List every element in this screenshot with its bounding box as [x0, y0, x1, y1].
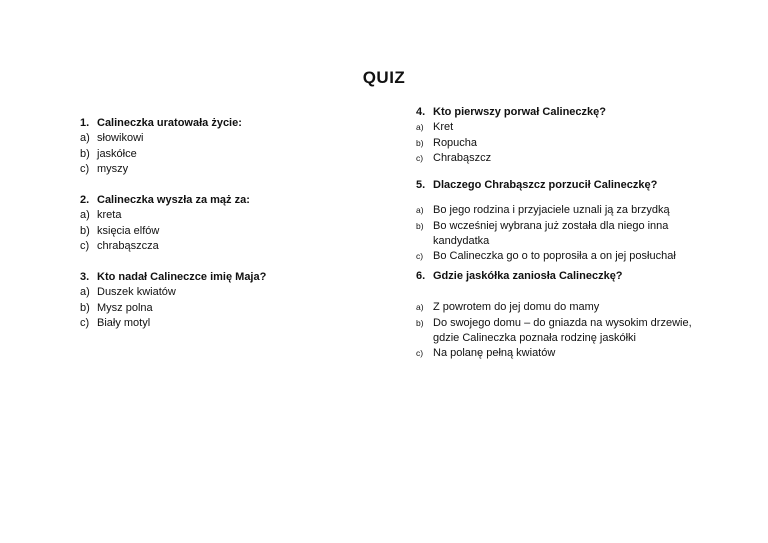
option-text: słowikowi — [97, 132, 144, 145]
option-letter: c) — [416, 152, 424, 163]
option-letter: c) — [80, 239, 90, 252]
option-text: Do swojego domu – do gniazda na wysokim drzewie, gdzie Calineczka poznała rodzinę jaskółki — [433, 316, 692, 344]
question-5 — [416, 178, 716, 264]
option-text: Duszek kwiatów — [97, 286, 176, 299]
question-text: Kto nadał Calineczce imię Maja? — [97, 271, 267, 283]
option-text: Bo wcześniej wybrana już została dla niego inna kandydatka — [433, 219, 669, 247]
question-number: 4. — [416, 106, 426, 118]
question-6 — [416, 269, 706, 361]
answer-option — [416, 300, 706, 315]
option-text: księcia elfów — [97, 224, 160, 237]
answer-option — [416, 249, 716, 264]
option-letter: a) — [416, 302, 424, 313]
question-3 — [80, 270, 360, 331]
option-text: Ropucha — [433, 136, 478, 149]
option-text: Biały motyl — [97, 316, 151, 329]
answer-option — [80, 208, 360, 223]
option-text: Bo jego rodzina i przyjaciele uznali ją za brzydką — [433, 204, 670, 217]
question-number: 5. — [416, 179, 426, 191]
answer-option — [416, 316, 706, 347]
answer-option — [80, 285, 360, 300]
answer-option — [80, 131, 360, 146]
option-text: jaskółce — [97, 147, 137, 160]
option-text: Na polanę pełną kwiatów — [433, 347, 556, 360]
option-text: Chrabąszcz — [433, 151, 492, 164]
option-letter: b) — [416, 137, 424, 148]
option-letter: a) — [80, 132, 90, 145]
option-letter: b) — [416, 317, 424, 328]
answer-option — [416, 120, 706, 135]
question-text: Calineczka wyszła za mąż za: — [97, 194, 250, 206]
option-letter: b) — [416, 220, 424, 231]
question-number: 2. — [80, 194, 90, 206]
answer-option — [80, 239, 360, 254]
question-number: 3. — [80, 271, 90, 283]
answer-option — [80, 147, 360, 162]
question-number: 1. — [80, 117, 90, 129]
option-text: Mysz polna — [97, 301, 153, 314]
answer-option — [80, 316, 360, 331]
answer-option — [416, 346, 706, 361]
option-letter: b) — [80, 147, 90, 160]
option-text: Bo Calineczka go o to poprosiła a on jej posłuchał — [433, 250, 676, 263]
option-letter: a) — [80, 286, 90, 299]
answer-option — [416, 151, 706, 166]
option-letter: c) — [80, 162, 90, 175]
option-text: kreta — [97, 209, 122, 222]
question-text: Dlaczego Chrabąszcz porzucił Calineczkę? — [433, 179, 658, 191]
answer-option — [80, 301, 360, 316]
question-number: 6. — [416, 270, 426, 282]
option-text: Kret — [433, 121, 454, 134]
answer-option — [80, 162, 360, 177]
question-text: Kto pierwszy porwał Calineczkę? — [433, 106, 606, 118]
option-text: Z powrotem do jej domu do mamy — [433, 301, 600, 314]
option-letter: c) — [416, 348, 424, 359]
option-letter: b) — [80, 224, 90, 237]
question-text: Gdzie jaskółka zaniosła Calineczkę? — [433, 270, 623, 282]
answer-option — [416, 136, 706, 151]
option-text: myszy — [97, 162, 129, 175]
option-letter: a) — [416, 122, 424, 133]
question-1 — [80, 116, 360, 177]
option-letter: c) — [80, 316, 90, 329]
option-letter: a) — [416, 205, 424, 216]
question-2 — [80, 193, 360, 254]
answer-option — [416, 203, 716, 218]
question-text: Calineczka uratowała życie: — [97, 117, 242, 129]
option-letter: c) — [416, 251, 424, 262]
option-letter: b) — [80, 301, 90, 314]
answer-option — [80, 224, 360, 239]
question-4 — [416, 105, 706, 166]
option-letter: a) — [80, 209, 90, 222]
quiz-title: QUIZ — [362, 68, 406, 87]
option-text: chrabąszcza — [97, 239, 159, 252]
answer-option — [416, 219, 716, 250]
